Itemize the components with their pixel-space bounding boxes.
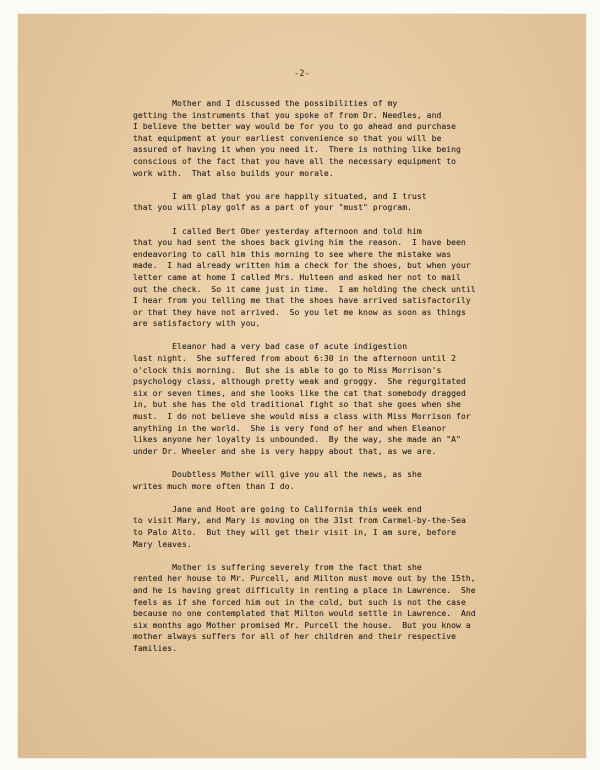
letter-page: [18, 14, 586, 758]
paragraph-gap: [133, 330, 578, 342]
text-line: letter came at home I called Mrs. Hulteen and asked her not to mail: [133, 272, 461, 282]
letter-paragraph: [133, 191, 578, 214]
text-line: six or seven times, and she looks like the cat that somebody dragged: [133, 388, 466, 398]
text-line: made. I had already written him a check for the shoes, but when your: [133, 261, 471, 271]
text-line: Mary leaves.: [133, 539, 192, 549]
text-line: that equipment at your earliest convenience so that you will be: [133, 133, 442, 143]
text-line: to Palo Alto. But they will get their visit in, I am sure, before: [133, 527, 457, 537]
text-line: that you will play golf as a part of your "must" program.: [133, 203, 412, 213]
text-line: feels as if she forced him out in the cold, but such is not the case: [133, 597, 466, 607]
text-line: in, but she has the old traditional fight so that she goes when she: [133, 400, 461, 410]
text-line: I hear from you telling me that the shoes have arrived satisfactorily: [133, 296, 471, 306]
text-line: work with. That also builds your morale.: [133, 168, 334, 178]
text-line: I called Bert Ober yesterday afternoon and told him: [133, 226, 422, 236]
text-line: o'clock this morning. But she is able to go to Miss Morrison's: [133, 365, 442, 375]
text-line: writes much more often than I do.: [133, 481, 295, 491]
text-line: Jane and Hoot are going to California this week end: [133, 504, 422, 514]
text-line: endeavoring to call him this morning to see where the mistake was: [133, 249, 452, 259]
paragraph-gap: [133, 457, 578, 469]
text-line: assured of having it when you need it. There is nothing like being: [133, 145, 461, 155]
letter-body: [133, 98, 578, 655]
letter-paragraph: [133, 341, 578, 457]
text-line: Doubtless Mother will give you all the news, as she: [133, 470, 422, 479]
text-line: under Dr. Wheeler and she is very happy about that, as we are.: [133, 446, 437, 456]
text-line: six months ago Mother promised Mr. Purcell the house. But you know a: [133, 620, 471, 630]
text-line: likes anyone her loyalty is unbounded. By the way, she made an "A": [133, 435, 461, 445]
letter-paragraph: [133, 226, 578, 330]
text-line: getting the instruments that you spoke of from Dr. Needles, and: [133, 110, 442, 120]
text-line: families.: [133, 643, 178, 653]
text-line: psychology class, although pretty weak and groggy. She regurgitated: [133, 377, 466, 387]
letter-paragraph: [133, 504, 578, 550]
text-line: rented her house to Mr. Purcell, and Milton must move out by the 15th,: [133, 574, 476, 584]
text-line: Mother and I discussed the possibilities of my: [133, 99, 398, 108]
letter-paragraph: [133, 469, 578, 492]
letter-paragraph: [133, 98, 578, 179]
paragraph-gap: [133, 550, 578, 562]
text-line: Mother is suffering severely from the fact that she: [133, 562, 422, 572]
text-line: I am glad that you are happily situated, and I trust: [133, 191, 427, 201]
text-line: are satisfactory with you.: [133, 319, 261, 329]
paragraph-gap: [133, 492, 578, 504]
letter-paragraph: [133, 562, 578, 655]
text-line: or that they have not arrived. So you let me know as soon as things: [133, 307, 466, 317]
text-line: because no one contemplated that Milton would settle in Lawrence. And: [133, 609, 476, 619]
text-line: Eleanor had a very bad case of acute indigestion: [133, 342, 408, 352]
text-line: out the check. So it came just in time. I am holding the check until: [133, 284, 476, 294]
text-line: must. I do not believe she would miss a class with Miss Morrison for: [133, 412, 471, 422]
text-line: that you had sent the shoes back giving him the reason. I have been: [133, 238, 466, 248]
text-line: to visit Mary, and Mary is moving on the 31st from Carmel-by-the-Sea: [133, 516, 466, 526]
paragraph-gap: [133, 179, 578, 191]
text-line: and he is having great difficulty in renting a place in Lawrence. She: [133, 585, 476, 595]
text-line: anything in the world. She is very fond of her and when Eleanor: [133, 423, 447, 433]
page-number: -2-: [293, 68, 311, 78]
text-line: last night. She suffered from about 6:30 in the afternoon until 2: [133, 354, 457, 364]
text-line: I believe the better way would be for you to go ahead and purchase: [133, 122, 457, 132]
text-line: conscious of the fact that you have all the necessary equipment to: [133, 156, 457, 166]
paragraph-gap: [133, 214, 578, 226]
text-line: mother always suffers for all of her children and their respective: [133, 632, 457, 642]
